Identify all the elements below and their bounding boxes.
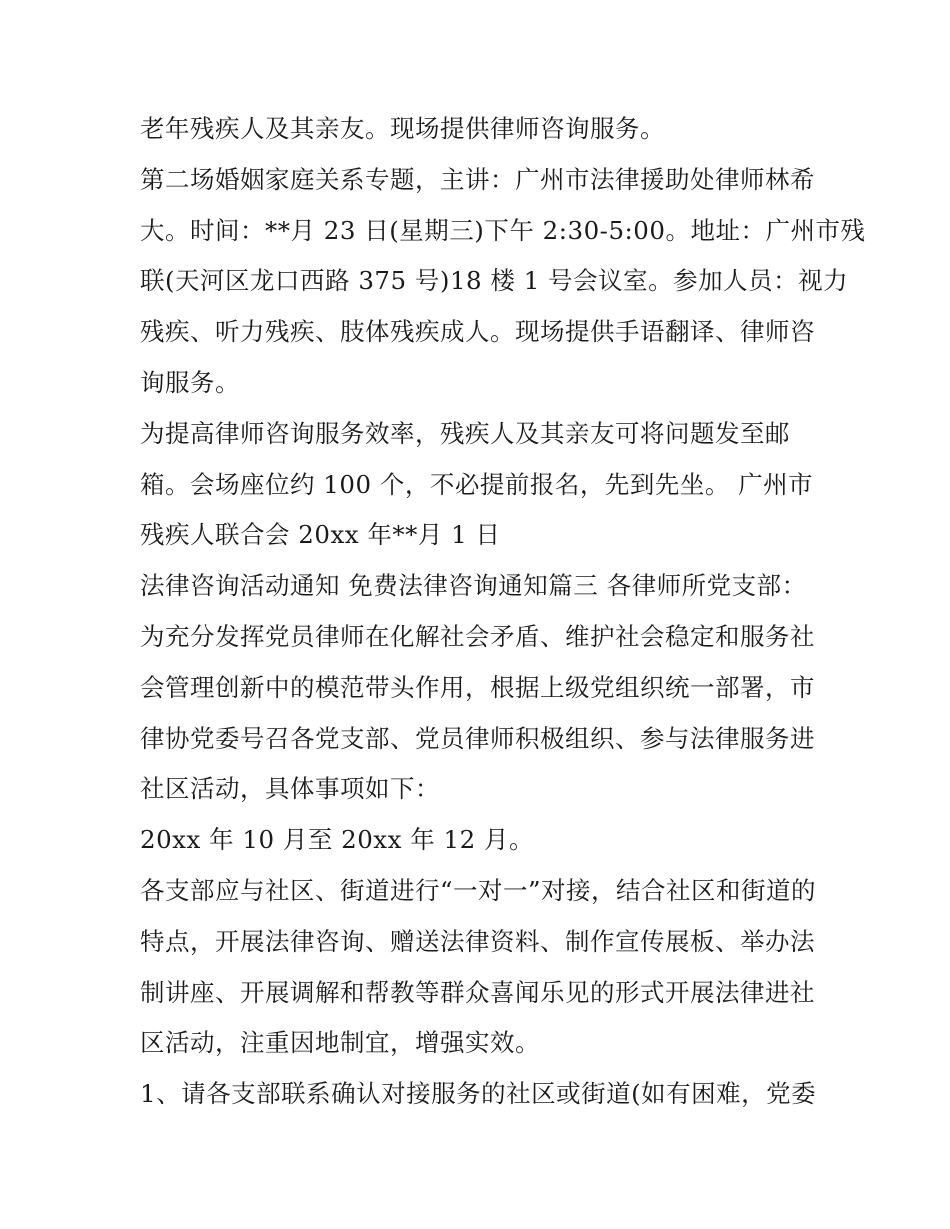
text-line: 老年残疾人及其亲友。现场提供律师咨询服务。 bbox=[140, 114, 665, 143]
text-line: 残疾人联合会 20xx 年**月 1 日 bbox=[140, 520, 501, 550]
text-line: 为提高律师咨询服务效率，残疾人及其亲友可将问题发至邮 bbox=[140, 418, 790, 448]
text-line: 制讲座、开展调解和帮教等群众喜闻乐见的形式开展法律进社 bbox=[140, 977, 815, 1007]
document-body bbox=[140, 104, 866, 1120]
text-line: 联(天河区龙口西路 375 号)18 楼 1 号会议室。参加人员：视力 bbox=[140, 266, 849, 296]
text-line: 1、请各支部联系确认对接服务的社区或街道(如有困难，党委 bbox=[140, 1079, 817, 1109]
text-line: 法律咨询活动通知 免费法律咨询通知篇三 各律师所党支部： bbox=[140, 571, 807, 601]
text-line: 会管理创新中的模范带头作用，根据上级党组织统一部署，市 bbox=[140, 672, 815, 702]
text-line: 箱。会场座位约 100 个，不必提前报名，先到先坐。 广州市 bbox=[140, 469, 814, 499]
text-line: 残疾、听力残疾、肢体残疾成人。现场提供手语翻译、律师咨 bbox=[140, 317, 815, 347]
text-line: 社区活动，具体事项如下： bbox=[140, 774, 440, 804]
text-line: 区活动，注重因地制宜，增强实效。 bbox=[140, 1028, 540, 1058]
text-line: 大。时间：**月 23 日(星期三)下午 2:30-5:00。地址：广州市残 bbox=[140, 215, 866, 245]
text-line: 律协党委号召各党支部、党员律师积极组织、参与法律服务进 bbox=[140, 723, 815, 753]
text-line: 各支部应与社区、街道进行“一对一”对接，结合社区和街道的 bbox=[140, 875, 817, 905]
text-line: 特点，开展法律咨询、赠送法律资料、制作宣传展板、举办法 bbox=[140, 926, 815, 956]
text-line: 第二场婚姻家庭关系专题，主讲：广州市法律援助处律师林希 bbox=[140, 164, 815, 194]
text-line: 为充分发挥党员律师在化解社会矛盾、维护社会稳定和服务社 bbox=[140, 621, 815, 651]
text-line: 询服务。 bbox=[140, 367, 240, 397]
text-line: 20xx 年 10 月至 20xx 年 12 月。 bbox=[140, 825, 534, 855]
